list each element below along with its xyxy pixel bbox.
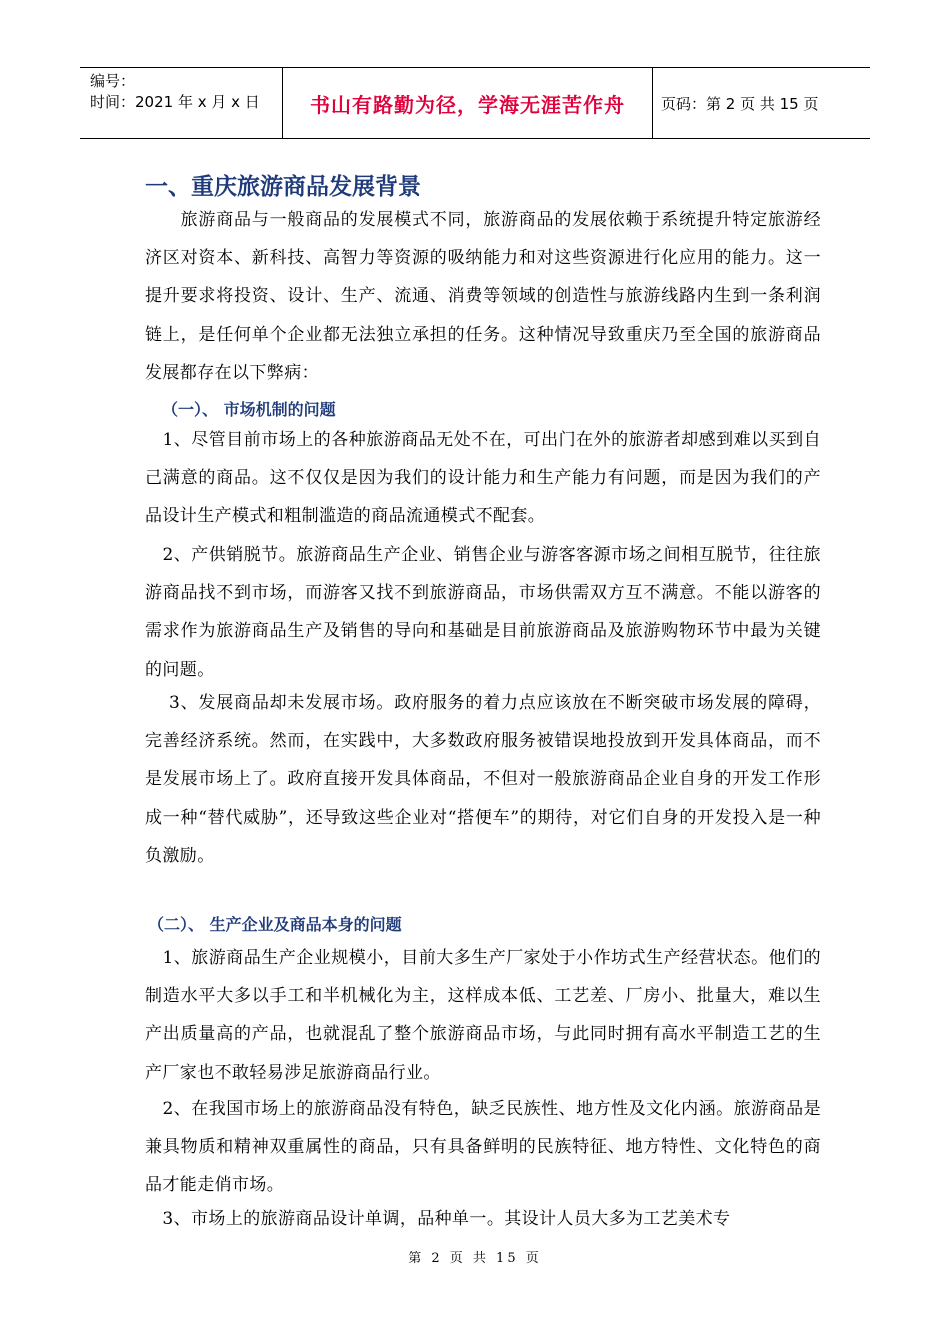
header-page-number: 页码：第 2 页 共 15 页 xyxy=(661,94,819,113)
subsection-2-title: （二）、 生产企业及商品本身的问题 xyxy=(148,915,402,934)
intro-paragraph: 旅游商品与一般商品的发展模式不同，旅游商品的发展依赖于系统提升特定旅游经济区对资本、新科技、高智力等资源的吸纳能力和对这些资源进行化应用的能力。这一提升要求将投资、设计、生产、流通、消费等领域的创造性与旅游线路内生到一条利润链上，是任何单个企业都无法独立承担的任务。这种情况导致重庆乃至全国的旅游商品发展都存在以下弊病： xyxy=(145,210,821,383)
header-meta xyxy=(80,68,282,138)
page-footer: 第 2 页 共 15 页 xyxy=(408,1251,542,1266)
sub1-paragraph-3: 3、发展商品却未发展市场。政府服务的着力点应该放在不断突破市场发展的障碍，完善经济系统。然而，在实践中，大多数政府服务被错误地投放到开发具体商品，而不是发展市场上了。政府直接开发具体商品，不但对一般旅游商品企业自身的开发工作形成一种“替代威胁”，还导致这些企业对“搭便车”的期待，对它们自身的开发投入是一种负激励。 xyxy=(145,693,821,866)
sub1-paragraph-1: 1、尽管目前市场上的各种旅游商品无处不在，可出门在外的旅游者却感到难以买到自己满意的商品。这不仅仅是因为我们的设计能力和生产能力有问题，而是因为我们的产品设计生产模式和粗制滥造的商品流通模式不配套。 xyxy=(145,430,821,527)
sub1-paragraph-2: 2、产供销脱节。旅游商品生产企业、销售企业与游客客源市场之间相互脱节，往往旅游商品找不到市场，而游客又找不到旅游商品，市场供需双方互不满意。不能以游客的需求作为旅游商品生产及销售的导向和基础是目前旅游商品及旅游购物环节中最为关键的问题。 xyxy=(145,545,821,680)
page-header xyxy=(80,67,870,139)
document-number: 编号： xyxy=(90,72,136,90)
section-title: 一、重庆旅游商品发展背景 xyxy=(145,174,421,200)
sub2-paragraph-1: 1、旅游商品生产企业规模小，目前大多生产厂家处于小作坊式生产经营状态。他们的制造水平大多以手工和半机械化为主，这样成本低、工艺差、厂房小、批量大，难以生产出质量高的产品，也就混乱了整个旅游商品市场，与此同时拥有高水平制造工艺的生产厂家也不敢轻易涉足旅游商品行业。 xyxy=(145,948,821,1083)
subsection-1-title: （一）、 市场机制的问题 xyxy=(162,400,336,419)
header-motto: 书山有路勤为径，学海无涯苦作舟 xyxy=(282,68,653,138)
sub2-paragraph-3: 3、市场上的旅游商品设计单调，品种单一。其设计人员大多为工艺美术专 xyxy=(145,1209,731,1229)
sub2-paragraph-2: 2、在我国市场上的旅游商品没有特色，缺乏民族性、地方性及文化内涵。旅游商品是兼具物质和精神双重属性的商品，只有具备鲜明的民族特征、地方特性、文化特色的商品才能走俏市场。 xyxy=(145,1099,821,1196)
document-date: 时间：2021 年 x 月 x 日 xyxy=(90,93,260,111)
